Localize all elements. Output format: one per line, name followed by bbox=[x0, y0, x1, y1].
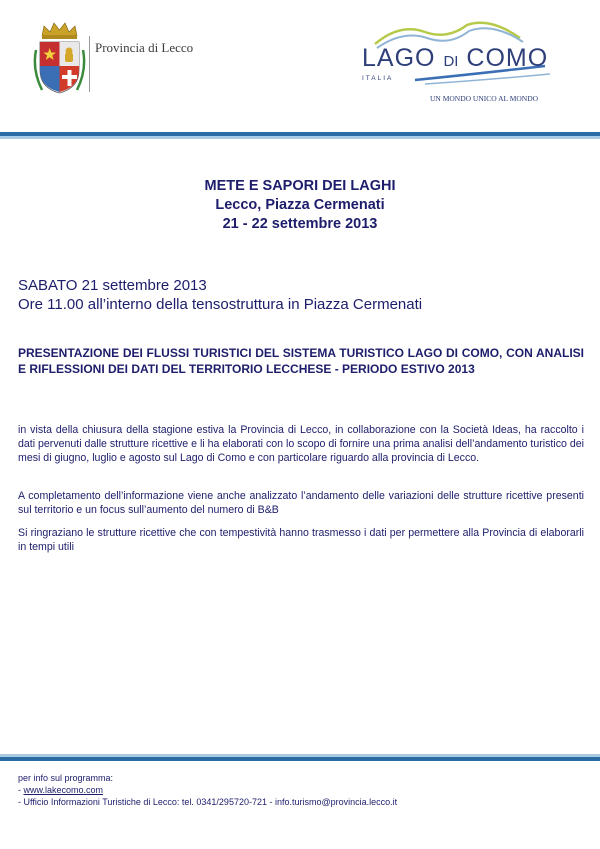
lago-logo-tagline: UN MONDO UNICO AL MONDO bbox=[430, 94, 539, 103]
footer-intro: per info sul programma: bbox=[18, 773, 114, 783]
event-dates: 21 - 22 settembre 2013 bbox=[222, 216, 378, 232]
presentation-heading: PRESENTAZIONE DEI FLUSSI TURISTICI DEL SISTEMA TURISTICO LAGO DI COMO, CON ANALISI E RIFLESSIONI DEI DATI DEL TERRITORIO LECCHESE - PERIODO ESTIVO 2013 bbox=[18, 346, 584, 376]
schedule-day: SABATO 21 settembre 2013 bbox=[18, 277, 207, 294]
event-title-block bbox=[0, 177, 600, 234]
footer-bullet: - bbox=[18, 785, 24, 795]
website-link[interactable]: www.lakecomo.com bbox=[23, 785, 104, 795]
body-paragraph-3: Si ringraziano le strutture ricettive che con tempestività hanno trasmesso i dati per permettere alla Provincia di elaborarli in tempi utili bbox=[18, 527, 584, 553]
provincia-coat-of-arms-icon bbox=[32, 20, 87, 95]
footer-website-line bbox=[18, 784, 397, 796]
lago-logo-subtitle: ITALIA bbox=[362, 75, 394, 82]
header-divider bbox=[89, 36, 90, 92]
lago-title-left: LAGO bbox=[362, 44, 436, 72]
footer-office: - Ufficio Informazioni Turistiche di Lecco: tel. 0341/295720-721 - info.turismo@provincia.lecco.it bbox=[18, 797, 398, 807]
footer-band-dark bbox=[0, 757, 600, 761]
body-paragraph-2: A completamento dell’informazione viene anche analizzato l’andamento delle variazioni delle strutture ricettive presenti sul territorio e un focus sull’aumento del numero di B&B bbox=[18, 490, 584, 516]
event-location: Lecco, Piazza Cermenati bbox=[215, 197, 385, 213]
body-paragraph-1: in vista della chiusura della stagione estiva la Provincia di Lecco, in collaborazione con la Società Ideas, ha raccolto i dati pervenuti dalle strutture ricettive e li ha elaborati con lo scopo di fornire una prima analisi dell’andamento turistico dei mesi di giugno, luglio e agosto sul Lago di Como e con particolare riguardo alla provincia di Lecco. bbox=[18, 424, 584, 464]
footer-info bbox=[18, 772, 397, 808]
schedule-time: Ore 11.00 all’interno della tensostruttura in Piazza Cermenati bbox=[18, 296, 423, 313]
lago-logo-title bbox=[362, 44, 548, 73]
event-title: METE E SAPORI DEI LAGHI bbox=[204, 178, 396, 194]
lago-title-right: COMO bbox=[466, 44, 549, 72]
lago-title-di: DI bbox=[443, 53, 459, 70]
header-band-light bbox=[0, 136, 600, 139]
province-name: Provincia di Lecco bbox=[95, 40, 194, 55]
